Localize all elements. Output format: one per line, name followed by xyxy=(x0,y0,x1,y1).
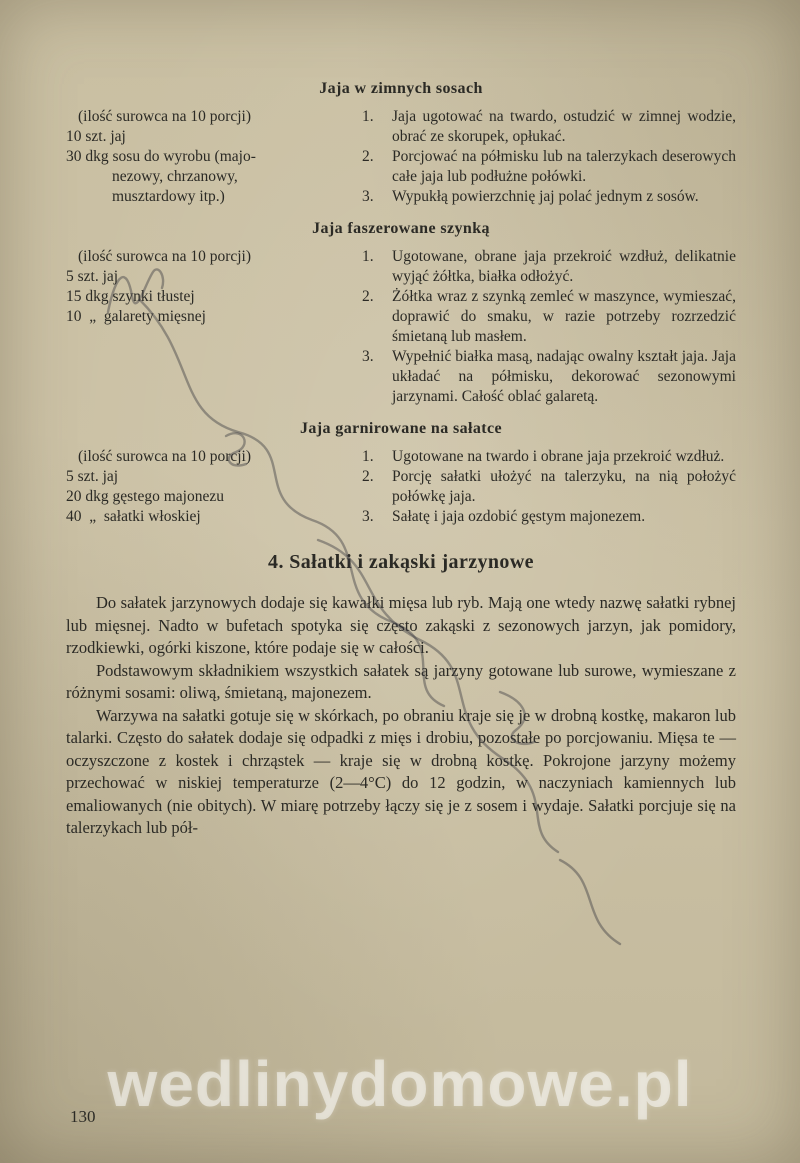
ingredient-list xyxy=(66,107,348,207)
recipe-block xyxy=(66,107,736,207)
body-paragraph: Do sałatek jarzynowych dodaje się kawałki mięsa lub ryb. Mają one wtedy nazwę sałatki rybnej lub mięsnej. Nadto w bufetach spotyka się często zakąski z sezonowych jarzyn, jak pomidory, rzodkiewki, ogórki kiszone, które podaje się w całości. xyxy=(66,593,736,657)
ingredient-line: 5 szt. jaj xyxy=(66,268,119,285)
recipe-title: Jaja faszerowane szynką xyxy=(312,220,490,237)
step xyxy=(362,507,736,527)
ingredient-line: (ilość surowca na 10 porcji) xyxy=(78,248,252,265)
step-text: Żółtka wraz z szynką zemleć w maszynce, wymieszać, doprawić do smaku, w razie potrzeby rozrzedzić śmietaną lub masłem. xyxy=(392,288,736,345)
step-text: Sałatę i jaja ozdobić gęstym majonezem. xyxy=(392,508,646,525)
step xyxy=(362,147,736,187)
recipe-block xyxy=(66,447,736,527)
ingredient-line: (ilość surowca na 10 porcji) xyxy=(78,448,252,465)
step-number: 1. xyxy=(362,248,374,265)
step-text: Porcję sałatki ułożyć na talerzyku, na nią położyć połówkę jaja. xyxy=(392,468,736,505)
step-text: Ugotowane, obrane jaja przekroić wzdłuż, delikatnie wyjąć żółtka, białka odłożyć. xyxy=(392,248,736,285)
ingredient-line: 10 szt. jaj xyxy=(66,128,126,145)
step-list xyxy=(362,247,736,407)
site-watermark: wedlinydomowe.pl xyxy=(107,1048,693,1120)
step xyxy=(362,467,736,507)
chapter-title: 4. Sałatki i zakąski jarzynowe xyxy=(268,551,534,573)
ingredient-line: 5 szt. jaj xyxy=(66,468,119,485)
step-text: Jaja ugotować na twardo, ostudzić w zimnej wodzie, obrać ze skorupek, opłukać. xyxy=(392,108,736,145)
ingredient-list xyxy=(66,247,348,407)
step-number: 2. xyxy=(362,148,374,165)
step xyxy=(362,447,736,467)
ingredient-line: 15 dkg szynki tłustej xyxy=(66,288,195,305)
step-number: 2. xyxy=(362,468,374,485)
step-text: Wypukłą powierzchnię jaj polać jednym z sosów. xyxy=(392,188,699,205)
body-paragraph: Podstawowym składnikiem wszystkich sałatek są jarzyny gotowane lub surowe, wymieszane z różnymi sosami: oliwą, śmietaną, majonezem. xyxy=(66,660,736,702)
recipe-title: Jaja w zimnych sosach xyxy=(319,80,483,97)
ingredient-line: 30 dkg sosu do wyrobu (majo- xyxy=(66,148,256,165)
step xyxy=(362,287,736,347)
body-paragraph: Warzywa na sałatki gotuje się w skórkach, po obraniu kraje się je w drobną kostkę, makaron lub talarki. Często do sałatek dodaje się odpadki z mięs i drobiu, pozostałe po porcjowaniu. Mięsa te — oczyszczone z kostek i chrząstek — kraje się w drobną kostkę. Pokrojone jarzyny możemy przechować w niskiej temperaturze (2—4°C) do 12 godzin, w naczyniach kamiennych lub emaliowanych (nie obitych). W miarę potrzeby łączy się je z sosem i wydaje. Sałatki porcjuje się na talerzykach lub pół- xyxy=(66,705,736,837)
recipe-block xyxy=(66,247,736,407)
step-text: Porcjować na półmisku lub na talerzykach deserowych całe jaja lub podłużne połówki. xyxy=(392,148,736,185)
ingredient-line: (ilość surowca na 10 porcji) xyxy=(78,108,252,125)
page-number: 130 xyxy=(70,1107,96,1126)
step xyxy=(362,187,736,207)
step-number: 3. xyxy=(362,188,374,205)
step-number: 2. xyxy=(362,288,374,305)
ingredient-line: 10 „ galarety mięsnej xyxy=(66,308,206,325)
step-number: 3. xyxy=(362,508,374,525)
ingredient-line: musztardowy itp.) xyxy=(112,188,225,205)
ingredient-line: 40 „ sałatki włoskiej xyxy=(66,508,201,525)
step-list xyxy=(362,447,736,527)
step xyxy=(362,247,736,287)
step-text: Ugotowane na twardo i obrane jaja przekroić wzdłuż. xyxy=(392,448,725,465)
step-number: 1. xyxy=(362,108,374,125)
ingredient-line: 20 dkg gęstego majonezu xyxy=(66,488,224,505)
step-number: 3. xyxy=(362,348,374,365)
step-text: Wypełnić białka masą, nadając owalny kształt jaja. Jaja układać na półmisku, dekorować sezonowymi jarzynami. Całość oblać galaretą. xyxy=(392,348,736,405)
step-number: 1. xyxy=(362,448,374,465)
ingredient-line: nezowy, chrzanowy, xyxy=(112,168,238,185)
step xyxy=(362,107,736,147)
step xyxy=(362,347,736,407)
ingredient-list xyxy=(66,447,348,527)
step-list xyxy=(362,107,736,207)
recipe-title: Jaja garnirowane na sałatce xyxy=(299,420,503,437)
